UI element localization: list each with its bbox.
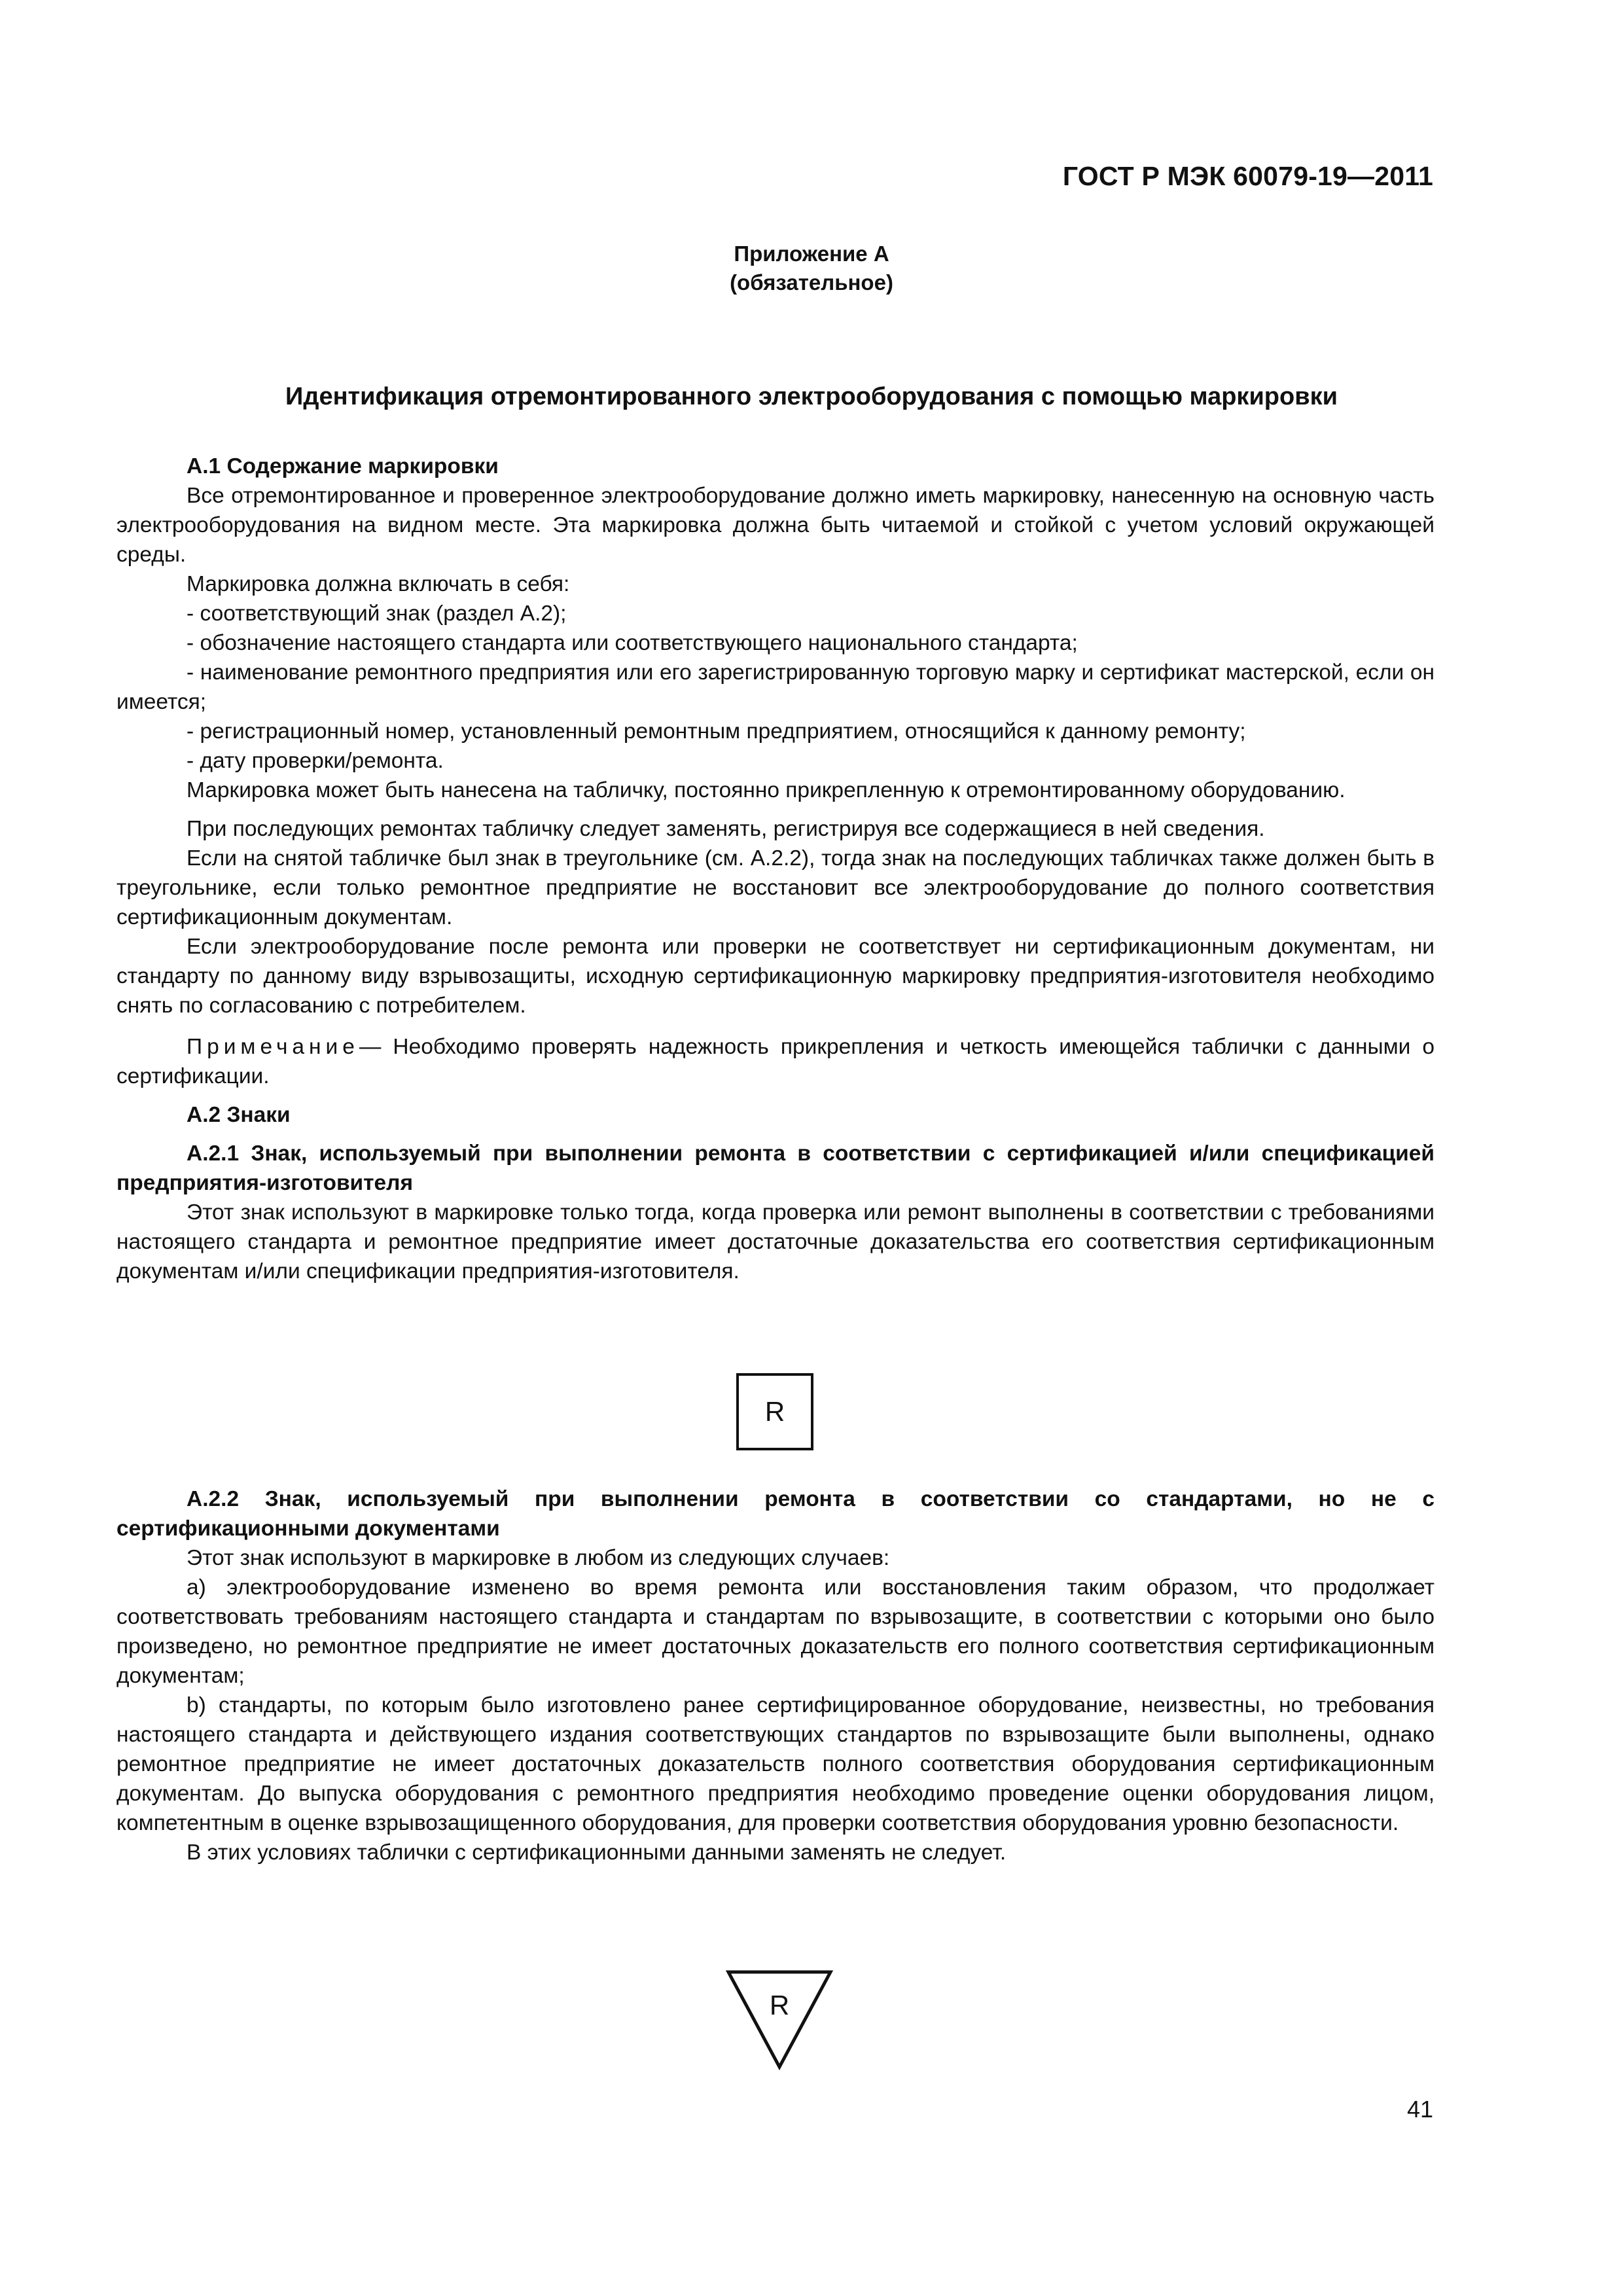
a1-list-item: - наименование ремонтного предприятия или его зарегистрированную торговую марку и сертификат мастерской, если он имеется;	[116, 660, 1435, 714]
a22-heading: А.2.2 Знак, используемый при выполнении ремонта в соответствии со стандартами, но не с сертификационными документами	[116, 1487, 1435, 1541]
a1-list-item: - дату проверки/ремонта.	[187, 749, 444, 773]
a1-paragraph-1: Все отремонтированное и проверенное электрооборудование должно иметь маркировку, нанесенную на основную часть электрооборудования на видном месте. Эта маркировка должна быть читаемой и стойкой с учетом условий окружающей среды.	[116, 484, 1435, 567]
section-a1	[116, 452, 1435, 1286]
annex-status: (обязательное)	[730, 270, 893, 295]
a2-heading: А.2 Знаки	[187, 1103, 291, 1127]
annex-label: Приложение А	[734, 242, 889, 266]
a1-paragraph-2: Маркировка должна включать в себя:	[187, 572, 570, 596]
section-a22	[116, 1484, 1435, 1867]
note-label: Примечание	[187, 1035, 359, 1059]
repair-sign-triangle	[725, 1969, 834, 2071]
a22-final: В этих условиях таблички с сертификационными данными заменять не следует.	[187, 1840, 1007, 1865]
a22-item-a: а) электрооборудование изменено во время ремонта или восстановления таким образом, что продолжает соответствовать требованиям настоящего стандарта и стандартам по взрывозащите, в соответствии с которыми оно было произведено, но ремонтное предприятие не имеет достаточных доказательств его полного соответствия сертификационным документам;	[116, 1575, 1435, 1688]
sign-letter: R	[769, 1990, 790, 2020]
a1-paragraph-3: Маркировка может быть нанесена на табличку, постоянно прикрепленную к отремонтированному оборудованию.	[187, 778, 1346, 802]
a1-heading: А.1 Содержание маркировки	[187, 454, 499, 478]
a21-heading: А.2.1 Знак, используемый при выполнении ремонта в соответствии с сертификацией и/или спецификацией предприятия-изготовителя	[116, 1141, 1435, 1195]
a22-item-b: b) стандарты, по которым было изготовлено ранее сертифицированное оборудование, неизвестны, но требования настоящего стандарта и действующего издания соответствующих стандартов по взрывозащите были выполнены, однако ремонтное предприятие не имеет достаточных доказательств полного соответствия оборудования сертификационным документам. До выпуска оборудования с ремонтного предприятия необходимо проведение оценки оборудования лицом, компетентным в оценке взрывозащищенного оборудования, для проверки соответствия оборудования уровню безопасности.	[116, 1693, 1435, 1835]
sign-letter: R	[764, 1396, 785, 1427]
a1-paragraph-4: При последующих ремонтах табличку следует заменять, регистрируя все содержащиеся в ней сведения.	[187, 817, 1265, 841]
annex-title: Идентификация отремонтированного электрооборудования с помощью маркировки	[285, 383, 1338, 410]
repair-sign-square	[736, 1373, 813, 1450]
a22-intro: Этот знак используют в маркировке в любом из следующих случаев:	[187, 1546, 890, 1570]
page-number: 41	[1406, 2096, 1433, 2123]
a1-paragraph-6: Если электрооборудование после ремонта или проверки не соответствует ни сертификационным документам, ни стандарту по данному виду взрывозащиты, исходную сертификационную маркировку предприятия-изготовителя необходимо снять по согласованию с потребителем.	[116, 935, 1435, 1018]
a1-list-item: - регистрационный номер, установленный ремонтным предприятием, относящийся к данному ремонту;	[187, 719, 1246, 744]
a1-list-item: - соответствующий знак (раздел А.2);	[187, 601, 567, 626]
a1-note	[116, 1032, 1435, 1091]
a1-list-item: - обозначение настоящего стандарта или соответствующего национального стандарта;	[187, 631, 1078, 655]
a1-paragraph-5: Если на снятой табличке был знак в треугольнике (см. А.2.2), тогда знак на последующих табличках также должен быть в треугольнике, если только ремонтное предприятие не восстановит все электрооборудование до полного соответствия сертификационным документам.	[116, 846, 1435, 929]
a21-text: Этот знак используют в маркировке только тогда, когда проверка или ремонт выполнены в соответствии с требованиями настоящего стандарта и ремонтное предприятие имеет достаточные доказательства его соответствия сертификационным документам и/или спецификации предприятия-изготовителя.	[116, 1200, 1435, 1283]
document-code: ГОСТ Р МЭК 60079-19—2011	[1062, 161, 1433, 191]
note-text: — Необходимо проверять надежность прикрепления и четкость имеющейся таблички с данными о сертификации.	[116, 1035, 1435, 1088]
